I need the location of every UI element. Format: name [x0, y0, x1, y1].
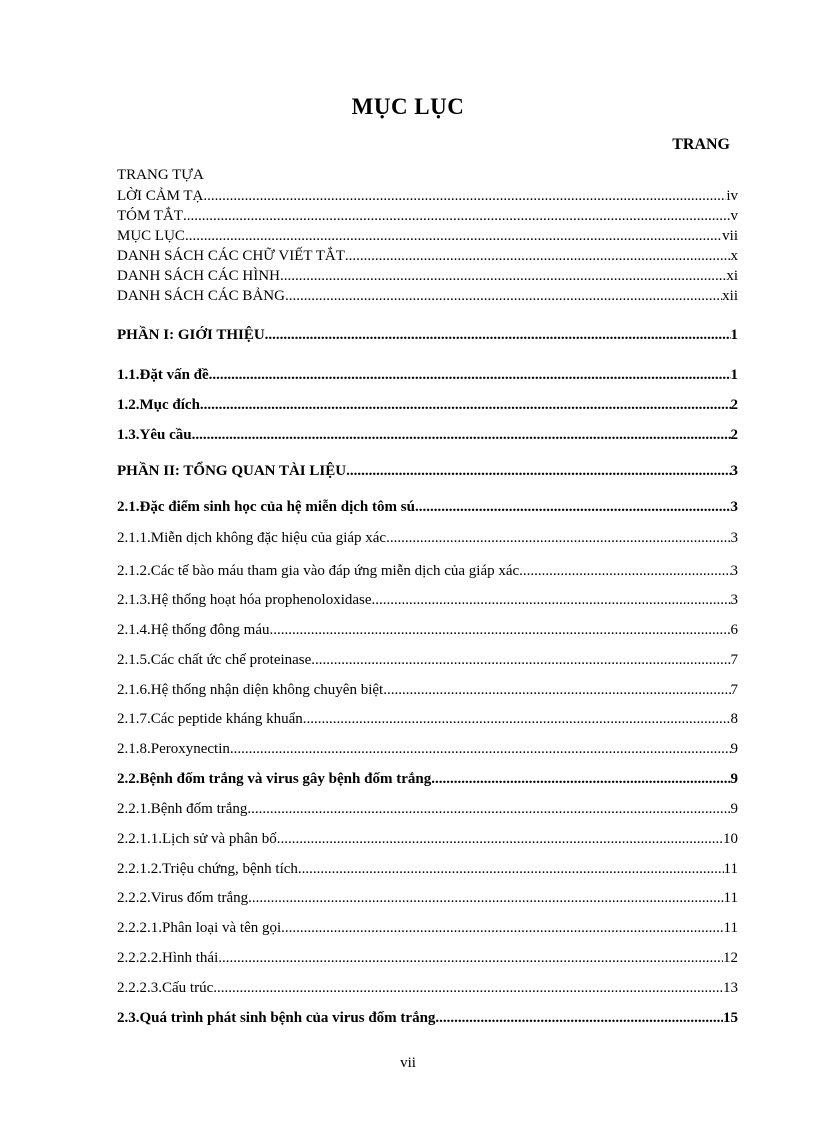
toc-entry-page: iv: [726, 188, 738, 204]
toc-entry-number: 1.2.: [117, 397, 140, 413]
toc-entry-label: Bệnh đốm trắng: [150, 801, 248, 817]
toc-leader-dots: [277, 828, 723, 850]
toc-entry-label: TÓM TẮT: [117, 208, 183, 224]
toc-entry-page: 11: [723, 920, 738, 936]
toc-entry-label: Các chất ức chế proteinase: [150, 652, 312, 668]
toc-entry[interactable]: [117, 947, 738, 969]
toc-entry-page: 12: [723, 950, 738, 966]
page-column-heading: TRANG: [672, 136, 730, 153]
toc-entry-page: 11: [723, 861, 738, 877]
toc-entry-number: 2.1.5.: [117, 652, 151, 668]
toc-leader-dots: [200, 394, 731, 416]
toc-entry-label: Phân loại và tên gọi: [162, 920, 282, 936]
toc-entry-page: 2: [730, 427, 738, 443]
toc-entry-label: Virus đốm trắng: [150, 890, 249, 906]
toc-leader-dots: [345, 247, 731, 266]
toc-entry-page: 9: [730, 741, 738, 757]
toc-leader-dots: [213, 977, 723, 999]
toc-entry-number: 2.2.2.: [117, 890, 151, 906]
toc-entry-label: Hệ thống đông máu: [150, 622, 270, 638]
toc-leader-dots: [280, 267, 726, 286]
toc-entry-number: 2.1.3.: [117, 592, 151, 608]
toc-entry[interactable]: [117, 679, 738, 701]
toc-entry-number: 2.2.1.: [117, 801, 151, 817]
toc-leader-dots: [248, 887, 723, 909]
toc-leader-dots: [386, 527, 730, 549]
toc-entry-label: Các tế bào máu tham gia vào đáp ứng miễn dịch của giáp xác: [150, 563, 520, 579]
toc-entry-number: 2.2.2.3.: [117, 980, 162, 996]
toc-entry[interactable]: [117, 828, 738, 850]
toc-leader-dots: [281, 917, 723, 939]
toc-entry-page: 7: [730, 682, 738, 698]
front-title: TRANG TỰA: [117, 167, 204, 183]
toc-leader-dots: [431, 768, 730, 790]
toc-entry[interactable]: [117, 460, 738, 482]
toc-entry-label: PHẦN I: GIỚI THIỆU: [117, 327, 265, 343]
toc-entry[interactable]: [117, 560, 738, 582]
toc-entry-page: 10: [723, 831, 738, 847]
toc-entry-page: x: [730, 248, 738, 264]
toc-entry-page: 13: [723, 980, 738, 996]
toc-entry-label: Đặc điểm sinh học của hệ miễn dịch tôm sú: [139, 499, 415, 515]
toc-entry-label: DANH SÁCH CÁC BẢNG: [117, 288, 285, 304]
toc-entry-number: 2.2.2.2.: [117, 950, 162, 966]
toc-entry[interactable]: [117, 887, 738, 909]
toc-leader-dots: [247, 798, 730, 820]
toc-entry-page: 1: [730, 367, 738, 383]
toc-entry-page: 3: [730, 463, 738, 479]
toc-entry-page: 3: [730, 592, 738, 608]
toc-leader-dots: [209, 364, 731, 386]
toc-entry-number: 2.2.1.1.: [117, 831, 162, 847]
toc-entry[interactable]: [117, 977, 738, 999]
toc-entry[interactable]: [117, 708, 738, 730]
toc-leader-dots: [269, 619, 730, 641]
toc-entry-number: 1.3.: [117, 427, 140, 443]
toc-leader-dots: [303, 708, 731, 730]
toc-entry[interactable]: [117, 649, 738, 671]
toc-leader-dots: [519, 560, 730, 582]
toc-front-entry[interactable]: [117, 207, 738, 226]
toc-entry[interactable]: [117, 589, 738, 611]
toc-entry-number: 2.1.7.: [117, 711, 151, 727]
toc-entry-number: 2.3.: [117, 1010, 140, 1026]
toc-entry-label: PHẦN II: TỔNG QUAN TÀI LIỆU: [117, 463, 347, 479]
toc-entry-label: Quá trình phát sinh bệnh của virus đốm trắng: [139, 1010, 436, 1026]
toc-entry-label: DANH SÁCH CÁC HÌNH: [117, 268, 280, 284]
toc-entry-page: 3: [730, 499, 738, 515]
toc-entry-page: 9: [730, 771, 738, 787]
toc-entry-label: Hình thái: [162, 950, 219, 966]
toc-entry[interactable]: [117, 1007, 738, 1029]
toc-entry-page: xii: [722, 288, 738, 304]
toc-entry[interactable]: [117, 858, 738, 880]
page-title: MỤC LỤC: [351, 94, 465, 119]
toc-entry-number: 2.2.: [117, 771, 140, 787]
toc-entry-page: 7: [730, 652, 738, 668]
toc-entry-page: 2: [730, 397, 738, 413]
toc-entry-label: Hệ thống nhận diện không chuyên biệt: [150, 682, 384, 698]
toc-entry-label: LỜI CẢM TẠ: [117, 188, 204, 204]
toc-leader-dots: [298, 858, 724, 880]
toc-entry[interactable]: [117, 324, 738, 346]
toc-leader-dots: [372, 589, 731, 611]
toc-entry-number: 2.2.1.2.: [117, 861, 162, 877]
toc-leader-dots: [346, 460, 730, 482]
toc-leader-dots: [185, 227, 722, 246]
toc-entry-label: Đặt vấn đề: [139, 367, 209, 383]
toc-entry-number: 2.1.8.: [117, 741, 151, 757]
toc-entry-page: 6: [730, 622, 738, 638]
toc-front-entry[interactable]: [117, 287, 738, 306]
toc-entry[interactable]: [117, 768, 738, 790]
toc-entry[interactable]: [117, 424, 738, 446]
toc-front-entry[interactable]: [117, 227, 738, 246]
toc-leader-dots: [230, 738, 731, 760]
toc-leader-dots: [183, 207, 731, 226]
toc-entry-number: 2.1.1.: [117, 530, 151, 546]
toc-entry-label: Cấu trúc: [162, 980, 214, 996]
toc-entry[interactable]: [117, 738, 738, 760]
toc-entry-number: 2.1.6.: [117, 682, 151, 698]
toc-entry-page: 9: [730, 801, 738, 817]
toc-entry-number: 2.2.2.1.: [117, 920, 162, 936]
toc-entry-page: 3: [730, 530, 738, 546]
toc-entry[interactable]: [117, 496, 738, 518]
toc-entry-page: v: [730, 208, 738, 224]
toc-entry-page: vii: [722, 228, 738, 244]
toc-leader-dots: [415, 496, 731, 518]
toc-leader-dots: [311, 649, 730, 671]
toc-entry[interactable]: [117, 394, 738, 416]
toc-front-entry[interactable]: [117, 187, 738, 206]
toc-entry-page: 1: [730, 327, 738, 343]
toc-entry[interactable]: [117, 619, 738, 641]
toc-entry-number: 1.1.: [117, 367, 140, 383]
toc-leader-dots: [265, 324, 731, 346]
toc-entry-label: Triệu chứng, bệnh tích: [162, 861, 298, 877]
toc-entry-page: 8: [730, 711, 738, 727]
toc-entry-label: Hệ thống hoạt hóa prophenoloxidase: [150, 592, 372, 608]
toc-leader-dots: [435, 1007, 723, 1029]
toc-entry-page: xi: [726, 268, 738, 284]
toc-leader-dots: [383, 679, 730, 701]
toc-leader-dots: [285, 287, 722, 306]
toc-leader-dots: [203, 187, 726, 206]
toc-leader-dots: [218, 947, 723, 969]
toc-entry-label: Miễn dịch không đặc hiệu của giáp xác: [150, 530, 387, 546]
toc-entry-label: Peroxynectin: [150, 741, 230, 757]
toc-entry-label: Bệnh đốm trắng và virus gây bệnh đốm trắng: [139, 771, 432, 787]
toc-entry-page: 15: [723, 1010, 738, 1026]
toc-entry-label: Các peptide kháng khuẩn: [150, 711, 303, 727]
toc-entry-label: DANH SÁCH CÁC CHỮ VIẾT TẮT: [117, 248, 345, 264]
toc-entry-label: Lịch sử và phân bố: [162, 831, 277, 847]
toc-front-entry[interactable]: [117, 247, 738, 266]
toc-leader-dots: [192, 424, 731, 446]
toc-entry-number: 2.1.2.: [117, 563, 151, 579]
toc-entry-label: MỤC LỤC: [117, 228, 185, 244]
page-number: vii: [400, 1055, 416, 1071]
toc-entry-label: Mục đích: [139, 397, 200, 413]
toc-front-entry[interactable]: [117, 267, 738, 286]
toc-entry-page: 11: [723, 890, 738, 906]
toc-entry-number: 2.1.: [117, 499, 140, 515]
toc-entry-label: Yêu cầu: [139, 427, 192, 443]
toc-entry[interactable]: [117, 798, 738, 820]
toc-entry-number: 2.1.4.: [117, 622, 151, 638]
front-matter: [117, 166, 738, 185]
toc-entry[interactable]: [117, 364, 738, 386]
toc-entry[interactable]: [117, 917, 738, 939]
toc-entry-page: 3: [730, 563, 738, 579]
toc-entry[interactable]: [117, 527, 738, 549]
